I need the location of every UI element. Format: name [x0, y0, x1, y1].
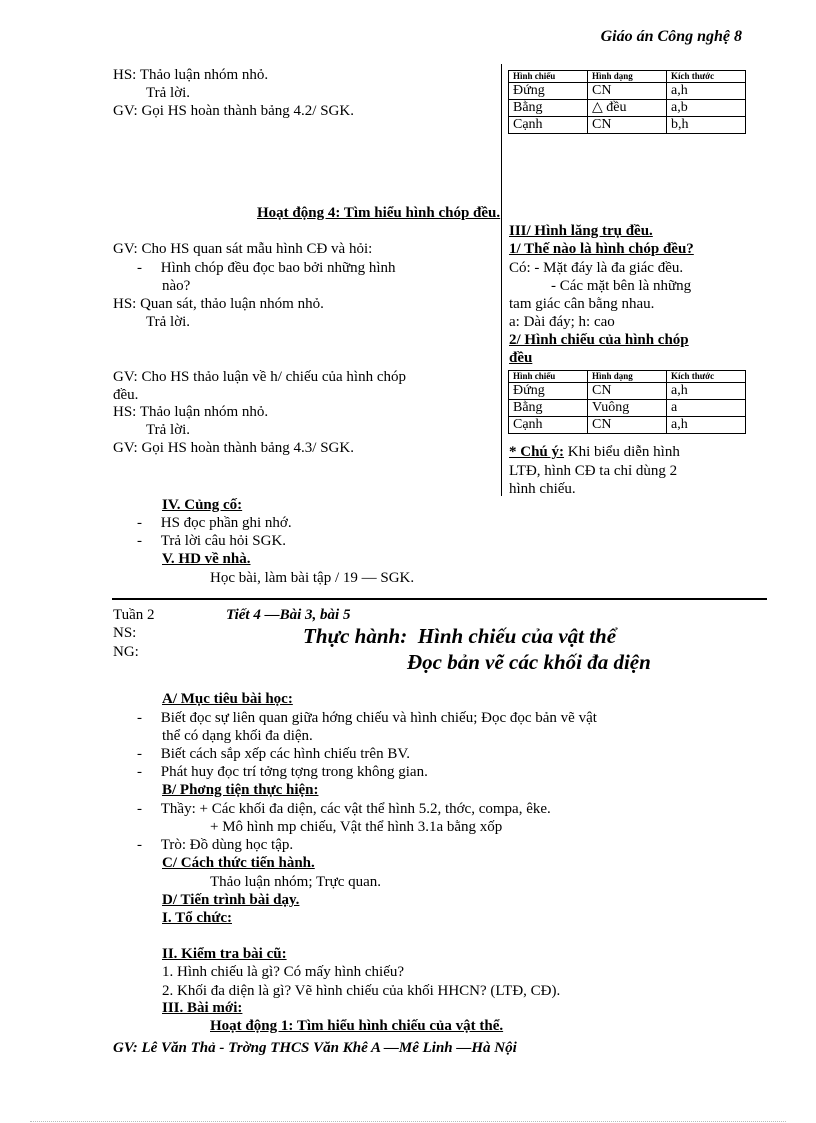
text-line: thể có dạng khối đa diện. — [162, 728, 313, 744]
table-header: Hình dạng — [588, 371, 667, 383]
text-line: GV: Gọi HS hoàn thành bảng 4.3/ SGK. — [113, 440, 354, 456]
section-heading: I. Tổ chức: — [162, 910, 232, 926]
table-cell: CN — [588, 383, 667, 400]
lesson-subtitle: Đọc bản vẽ các khối đa diện — [407, 650, 651, 674]
text-line: Trả lời. — [146, 422, 191, 438]
list-item-text: Trả lời câu hỏi SGK. — [160, 533, 287, 549]
list-item: 1. Hình chiếu là gì? Có mấy hình chiếu? — [162, 964, 405, 980]
table-cell: CN — [588, 83, 667, 100]
text-line: - Hình chóp đều đọc bao bởi những hình — [137, 260, 396, 276]
text-line: GV: Cho HS quan sát mẫu hình CĐ và hỏi: — [113, 241, 373, 257]
projection-table-2 — [508, 370, 746, 434]
week-label: Tuần 2 — [113, 607, 155, 623]
table-header: Kích thước — [667, 371, 746, 383]
column-divider — [501, 64, 502, 496]
section-heading: B/ Phơng tiện thực hiện: — [162, 782, 319, 798]
table-cell: Bằng — [509, 100, 588, 117]
list-item: - HS đọc phần ghi nhớ. — [137, 515, 292, 531]
list-item-text: Thầy: + Các khối đa diện, các vật thể hình 5.2, thớc, compa, êke. — [160, 801, 551, 817]
text-line: a: Dài đáy; h: cao — [509, 314, 615, 330]
list-item: - Phát huy đọc trí tởng tợng trong không gian. — [137, 764, 428, 780]
table-cell: b,h — [667, 117, 746, 134]
text-line: hình chiếu. — [509, 481, 576, 497]
note-text: Khi biểu diễn hình — [564, 444, 680, 460]
activity-heading: Hoạt động 4: Tìm hiểu hình chóp đều. — [257, 205, 501, 221]
projection-table-1 — [508, 70, 746, 134]
table-cell: Đứng — [509, 383, 588, 400]
text-line: GV: Cho HS thảo luận về h/ chiếu của hình chóp — [113, 369, 406, 385]
lesson-title — [303, 624, 616, 649]
section-heading: đều — [509, 350, 533, 366]
section-heading: II. Kiểm tra bài cũ: — [162, 946, 287, 962]
table-cell: a,h — [667, 383, 746, 400]
text-line: - Các mặt bên là những — [551, 278, 692, 294]
table-cell: a — [667, 400, 746, 417]
section-heading: III. Bài mới: — [162, 1000, 243, 1016]
list-item: 2. Khối đa diện là gì? Vẽ hình chiếu của khối HHCN? (LTĐ, CĐ). — [162, 983, 561, 999]
title-main: Hình chiếu của vật thể — [417, 624, 617, 648]
table-cell: Vuông — [588, 400, 667, 417]
list-item: - Trả lời câu hỏi SGK. — [137, 533, 287, 549]
text-line: Trả lời. — [146, 314, 191, 330]
text-line: HS: Quan sát, thảo luận nhóm nhỏ. — [113, 296, 324, 312]
table-cell: Đứng — [509, 83, 588, 100]
table-cell: a,b — [667, 100, 746, 117]
text-line: Trả lời. — [146, 85, 191, 101]
activity-heading: Hoạt động 1: Tìm hiểu hình chiếu của vật thể. — [210, 1018, 504, 1034]
text-line: nào? — [162, 278, 191, 294]
note-label: * Chú ý: — [509, 444, 565, 460]
text-span: Hình chóp đều đọc bao bởi những hình — [160, 260, 396, 276]
title-prefix: Thực hành: — [303, 624, 408, 648]
table-cell: a,h — [667, 417, 746, 434]
table-cell: Cạnh — [509, 417, 588, 434]
section-heading: A/ Mục tiêu bài học: — [162, 691, 293, 707]
section-heading: D/ Tiến trình bài dạy. — [162, 892, 300, 908]
text-line: Thảo luận nhóm; Trực quan. — [210, 874, 382, 890]
table-header: Hình dạng — [588, 71, 667, 83]
page-header: Giáo án Công nghệ 8 — [600, 28, 742, 45]
section-heading: V. HD về nhà. — [162, 551, 251, 567]
section-heading: IV. Củng cố: — [162, 497, 243, 513]
table-cell: Cạnh — [509, 117, 588, 134]
list-item-text: Biết đọc sự liên quan giữa hớng chiếu và hình chiếu; Đọc đọc bản vẽ vật — [160, 710, 597, 726]
footer: GV: Lê Văn Thả - Trờng THCS Văn Khê A —Mê Linh —Hà Nội — [113, 1040, 517, 1056]
period-label: Tiết 4 —Bài 3, bài 5 — [226, 607, 351, 623]
list-item-text: Phát huy đọc trí tởng tợng trong không gian. — [160, 764, 428, 780]
table-cell: Bằng — [509, 400, 588, 417]
list-item-text: HS đọc phần ghi nhớ. — [160, 515, 292, 531]
text-line: Học bài, làm bài tập / 19 — SGK. — [210, 570, 415, 586]
text-line: Có: - Mặt đáy là đa giác đều. — [509, 260, 684, 276]
separator-line — [112, 598, 767, 600]
list-item: - Trò: Đồ dùng học tập. — [137, 837, 294, 853]
list-item: - Biết đọc sự liên quan giữa hớng chiếu và hình chiếu; Đọc đọc bản vẽ vật — [137, 710, 597, 726]
section-heading: C/ Cách thức tiến hành. — [162, 855, 315, 871]
note-line — [509, 443, 680, 461]
list-item-text: Biết cách sắp xếp các hình chiếu trên BV. — [160, 746, 410, 762]
text-line: tam giác cân bằng nhau. — [509, 296, 655, 312]
text-line: HS: Thảo luận nhóm nhỏ. — [113, 404, 269, 420]
page-bottom-border — [30, 1121, 786, 1122]
table-header: Hình chiếu — [509, 371, 588, 383]
ng-label: NG: — [113, 644, 139, 660]
table-cell: CN — [588, 417, 667, 434]
list-item: - Thầy: + Các khối đa diện, các vật thể hình 5.2, thớc, compa, êke. — [137, 801, 551, 817]
table-cell: △ đều — [588, 100, 667, 117]
text-line: GV: Gọi HS hoàn thành bảng 4.2/ SGK. — [113, 103, 354, 119]
list-item-text: Trò: Đồ dùng học tập. — [160, 837, 294, 853]
table-cell: CN — [588, 117, 667, 134]
section-heading: III/ Hình lăng trụ đều. — [509, 223, 653, 239]
section-heading: 2/ Hình chiếu của hình chóp — [509, 332, 689, 348]
section-heading: 1/ Thế nào là hình chóp đều? — [509, 241, 694, 257]
text-line: HS: Thảo luận nhóm nhỏ. — [113, 67, 269, 83]
table-header: Hình chiếu — [509, 71, 588, 83]
table-header: Kích thước — [667, 71, 746, 83]
text-line: LTĐ, hình CĐ ta chỉ dùng 2 — [509, 463, 678, 479]
text-line: đều. — [113, 387, 139, 403]
list-item: - Biết cách sắp xếp các hình chiếu trên BV. — [137, 746, 410, 762]
table-cell: a,h — [667, 83, 746, 100]
ns-label: NS: — [113, 625, 137, 641]
text-line: + Mô hình mp chiếu, Vật thể hình 3.1a bằng xốp — [210, 819, 503, 835]
